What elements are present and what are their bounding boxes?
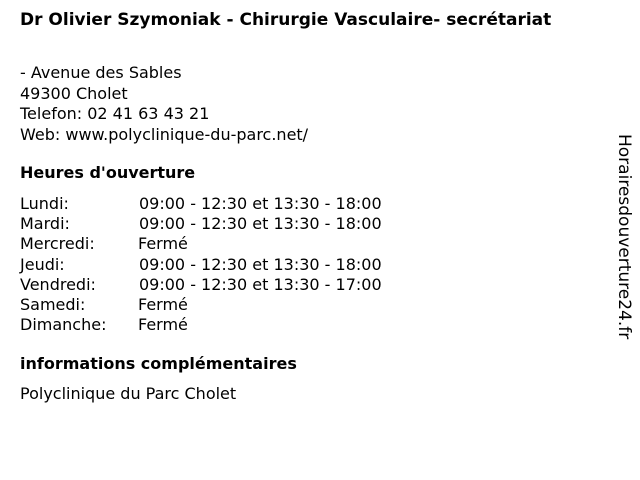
time-value: 09:00 - 12:30 et 13:30 - 18:00 xyxy=(139,214,382,234)
day-label: Mercredi: xyxy=(20,234,95,254)
day-label: Vendredi: xyxy=(20,274,96,294)
address-street: - Avenue des Sables xyxy=(20,63,182,82)
time-value: 09:00 - 12:30 et 13:30 - 18:00 xyxy=(139,254,382,274)
day-label: Dimanche: xyxy=(20,315,107,335)
additional-info-text: Polyclinique du Parc Cholet xyxy=(20,384,237,403)
day-label: Samedi: xyxy=(20,294,86,314)
time-value: Fermé xyxy=(138,315,188,335)
website: Web: www.polyclinique-du-parc.net/ xyxy=(20,124,309,144)
page-title: Dr Olivier Szymoniak - Chirurgie Vasculaire- secrétariat xyxy=(20,10,552,30)
time-value: Fermé xyxy=(138,294,188,314)
phone-number: Telefon: 02 41 63 43 21 xyxy=(20,104,210,123)
day-label: Jeudi: xyxy=(20,254,65,274)
address-city: 49300 Cholet xyxy=(20,83,128,103)
address-block xyxy=(20,63,308,145)
day-label: Mardi: xyxy=(20,214,70,234)
additional-info-heading: informations complémentaires xyxy=(20,354,297,373)
time-value: 09:00 - 12:30 et 13:30 - 17:00 xyxy=(139,274,382,294)
day-label: Lundi: xyxy=(20,194,69,213)
site-watermark: Horairesdouverture24.fr xyxy=(614,134,634,340)
time-value: Fermé xyxy=(138,234,188,254)
time-value: 09:00 - 12:30 et 13:30 - 18:00 xyxy=(139,194,382,213)
opening-hours-heading: Heures d'ouverture xyxy=(20,163,196,182)
